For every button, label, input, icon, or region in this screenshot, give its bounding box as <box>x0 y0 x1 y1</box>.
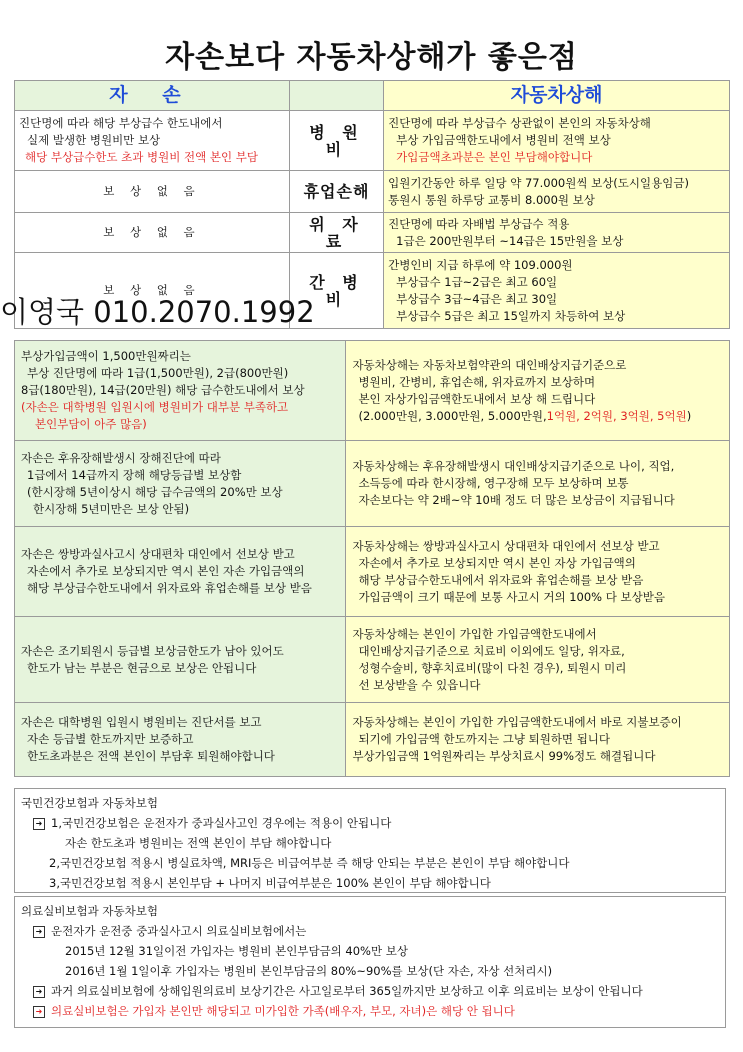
row-nursing-left: 보 상 없 음 <box>15 253 290 329</box>
row-hospital-right: 진단명에 따라 부상급수 상관없이 본인의 자동차상해 부상 가입금액한도내에서 병원비 전액 보상 가입금액초과분은 본인 부담해야합니다 <box>384 111 730 171</box>
row-consolation-left: 보 상 없 음 <box>15 213 290 253</box>
health-item-2: 2,국민건강보험 적용시 병실료차액, MRI등은 비급여부분 즉 해당 안되는 부분은 본인이 부담 해야합니다 <box>49 856 570 870</box>
detail-row5-left: 자손은 대학병원 입원시 병원비는 진단서를 보고 자손 등급별 한도까지만 보증하고 한도초과분은 전액 본인이 부담후 퇴원해야합니다 <box>15 703 346 777</box>
health-insurance-box <box>14 788 726 893</box>
row-lostwage-left: 보 상 없 음 <box>15 171 290 213</box>
detail-row5-right: 자동차상해는 본인이 가입한 가입금액한도내에서 바로 지불보증이 되기에 가입금액 한도까지는 그냥 퇴원하면 됩니다 부상가입금액 1억원짜리는 부상치료시 99%정도 해결됩니다 <box>346 703 730 777</box>
health-item-3: 3,국민건강보험 적용시 본인부담 + 나머지 비급여부분은 100% 본인이 부담 해야합니다 <box>49 876 491 890</box>
row-lostwage-right: 입원기간동안 하루 일당 약 77.000원씩 보상(도시일용임금) 통원시 통원 하루당 교통비 8.000원 보상 <box>384 171 730 213</box>
row-nursing-label: 간 병 비 <box>289 253 383 329</box>
medical-item-2: ➜ 과거 의료실비보험에 상해입원의료비 보상기간은 사고일로부터 365일까지만 보상하고 이후 의료비는 보상이 안됩니다 <box>21 981 719 1001</box>
health-insurance-heading: 국민건강보험과 자동차보험 <box>21 796 158 810</box>
medical-insurance-heading: 의료실비보험과 자동차보험 <box>21 904 158 918</box>
amount-line: (2.000만원, 3.000만원, 5.000만원,1억원, 2억원, 3억원, 5억원) <box>358 408 692 423</box>
arrow-box-icon: ➜ <box>33 926 45 938</box>
row-lostwage-label: 휴업손해 <box>289 171 383 213</box>
detail-row4-left: 자손은 조기퇴원시 등급별 보상금한도가 남아 있어도 한도가 남는 부분은 현금으로 보상은 안됩니다 <box>15 617 346 703</box>
detail-row2-right: 자동차상해는 후유장해발생시 대인배상지급기준으로 나이, 직업, 소득등에 따라 한시장해, 영구장해 모두 보상하며 보통 자손보다는 약 2배~약 10배 정도 더 많은 보상금이 지급됩니다 <box>346 441 730 527</box>
medical-item-1-sub1: 2015년 12월 31일이전 가입자는 병원비 본인부담금의 40%만 보상 <box>65 944 408 958</box>
health-item-1-sub: 자손 한도초과 병원비는 전액 본인이 부담 해야합니다 <box>65 836 332 850</box>
detail-row3-left: 자손은 쌍방과실사고시 상대편차 대인에서 선보상 받고 자손에서 추가로 보상되지만 역시 본인 자손 가입금액의 해당 부상급수한도내에서 위자료와 휴업손해를 보상 받음 <box>15 527 346 617</box>
arrow-box-icon: ➜ <box>33 1006 45 1018</box>
header-jason: 자 손 <box>15 81 290 111</box>
detail-row3-right: 자동차상해는 쌍방과실사고시 상대편차 대인에서 선보상 받고 자손에서 추가로 보상되지만 역시 본인 자상 가입금액의 해당 부상급수한도내에서 위자료와 휴업손해를 보상 받음 가입금액이 크기 때문에 보통 사고시 거의 100% 다 보상받음 <box>346 527 730 617</box>
medical-item-1: ➜ 운전자가 운전중 중과실사고시 의료실비보험에서는 <box>21 921 719 941</box>
row-consolation-label: 위 자 료 <box>289 213 383 253</box>
header-jadongcha: 자동차상해 <box>384 81 730 111</box>
medical-item-1-sub2: 2016년 1월 1일이후 가입자는 병원비 본인부담금의 80%~90%를 보상(단 자손, 자상 선처리시) <box>65 964 553 978</box>
arrow-box-icon: ➜ <box>33 986 45 998</box>
medical-insurance-box <box>14 896 726 1028</box>
detail-row2-left: 자손은 후유장해발생시 장해진단에 따라 1급에서 14급까지 장해 해당등급별 보상함 (한시장해 5년이상시 해당 급수금액의 20%만 보상 한시장해 5년미만은 보상 안됨) <box>15 441 346 527</box>
contact-overlay-text: 이영국 010.2070.1992 <box>0 295 315 329</box>
detail-row1-left: 부상가입금액이 1,500만원짜리는 부상 진단명에 따라 1급(1,500만원), 2급(800만원) 8급(180만원), 14급(20만원) 해당 급수한도내에서 보상 (자손은 대학병원 입원시에 병원비가 대부분 부족하고 본인부담이 아주 많음) <box>15 341 346 441</box>
row-hospital-label: 병 원 비 <box>289 111 383 171</box>
header-blank <box>289 81 383 111</box>
detail-row1-right: 자동차상해는 자동차보험약관의 대인배상지급기준으로 병원비, 간병비, 휴업손해, 위자료까지 보상하며 본인 자상가입금액한도내에서 보상 해 드립니다 (2.000만원, 3.000만원, 5.000만원,1억원, 2억원, 3억원, 5억원) <box>346 341 730 441</box>
detail-row4-right: 자동차상해는 본인이 가입한 가입금액한도내에서 대인배상지급기준으로 치료비 이외에도 일당, 위자료, 성형수술비, 향후치료비(많이 다친 경우), 퇴원시 미리 선 보상받을 수 있읍니다 <box>346 617 730 703</box>
page-title: 자손보다 자동차상해가 좋은점 <box>165 40 578 75</box>
row-hospital-left: 진단명에 따라 해당 부상급수 한도내에서 실제 발생한 병원비만 보상 해당 부상급수한도 초과 병원비 전액 본인 부담 <box>15 111 290 171</box>
arrow-box-icon: ➜ <box>33 818 45 830</box>
medical-item-3: ➜ 의료실비보험은 가입자 본인만 해당되고 미가입한 가족(배우자, 부모, 자녀)은 해당 안 됩니다 <box>21 1001 719 1021</box>
row-nursing-right: 간병인비 지급 하루에 약 109.000원 부상급수 1급~2급은 최고 60일 부상급수 3급~4급은 최고 30일 부상급수 5급은 최고 15일까지 차등하여 보상 <box>384 253 730 329</box>
detail-comparison-table <box>14 340 730 777</box>
health-item-1: ➜ 1,국민건강보험은 운전자가 중과실사고인 경우에는 적용이 안됩니다 <box>21 813 719 833</box>
row-consolation-right: 진단명에 따라 자배법 부상급수 적용 1급은 200만원부터 ~14급은 15만원을 보상 <box>384 213 730 253</box>
